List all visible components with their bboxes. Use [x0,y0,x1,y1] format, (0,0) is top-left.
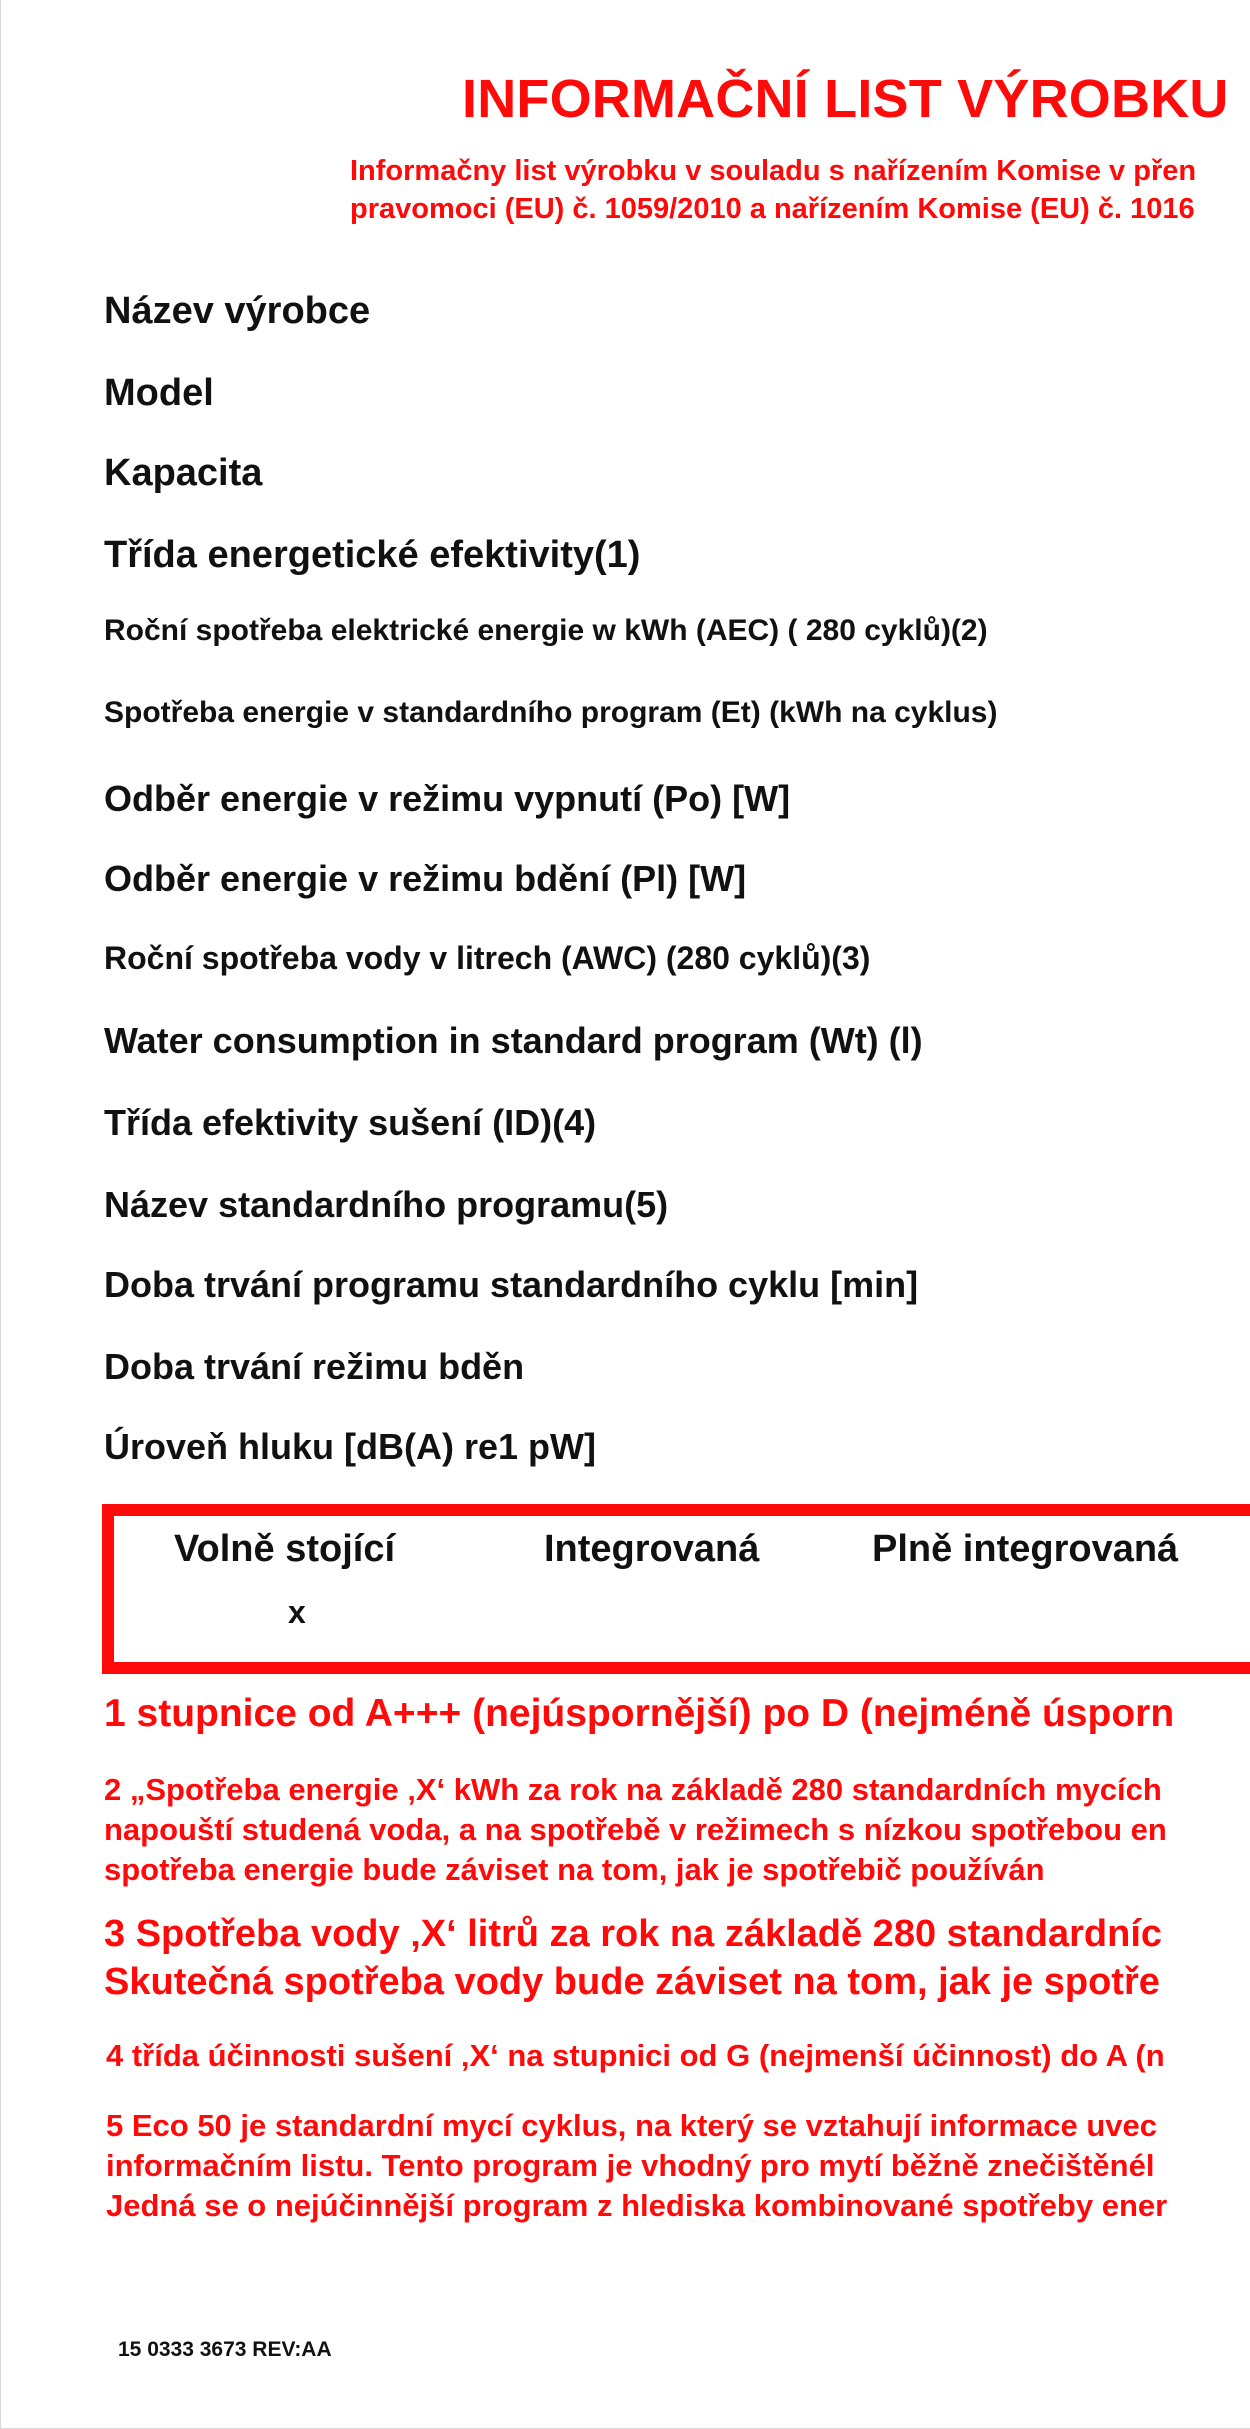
field-model: Model [104,372,214,414]
installation-selected-mark: x [288,1594,306,1630]
field-capacity: Kapacita [104,452,263,494]
note-5-line-3: Jedná se o nejúčinnější program z hlediska kombinované spotřeby ener [106,2188,1168,2223]
installation-free-standing: Volně stojící [174,1528,396,1570]
document-code: 15 0333 3673 REV:AA [118,2338,332,2361]
note-4: 4 třída účinnosti sušení ‚X‘ na stupnici od G (nejmenší účinnost) do A (n [106,2038,1165,2073]
note-2-line-1: 2 „Spotřeba energie ‚X‘ kWh za rok na základě 280 standardních mycích [104,1772,1162,1807]
field-off-mode-power: Odběr energie v režimu vypnutí (Po) [W] [104,778,791,819]
note-3-line-1: 3 Spotřeba vody ‚X‘ litrů za rok na základě 280 standardníc [104,1913,1163,1955]
field-program-duration: Doba trvání programu standardního cyklu [min] [104,1264,919,1305]
note-2 [104,1770,1167,1890]
field-standard-program-water: Water consumption in standard program (Wt) (l) [104,1020,923,1061]
note-5 [106,2106,1167,2226]
installation-fully-integrated: Plně integrovaná [872,1528,1179,1570]
field-noise-level: Úroveň hluku [dB(A) re1 pW] [104,1426,596,1467]
note-3-line-2: Skutečná spotřeba vody bude záviset na tom, jak je spotře [104,1961,1160,2003]
note-3 [104,1910,1162,2006]
field-standard-program-name: Název standardního programu(5) [104,1184,669,1225]
field-annual-energy-consumption: Roční spotřeba elektrické energie w kWh (AEC) ( 280 cyklů)(2) [104,614,988,647]
note-2-line-2: napouští studená voda, a na spotřebě v režimech s nízkou spotřebou en [104,1812,1167,1847]
note-5-line-1: 5 Eco 50 je standardní mycí cyklus, na který se vztahují informace uvec [106,2108,1158,2143]
document-title: INFORMAČNÍ LIST VÝROBKU [462,69,1229,129]
field-manufacturer-name: Název výrobce [104,290,371,332]
note-1: 1 stupnice od A+++ (nejúspornější) po D (nejméně úsporn [104,1692,1175,1735]
note-5-line-2: informačním listu. Tento program je vhodný pro mytí běžně znečištěnél [106,2148,1155,2183]
field-left-on-mode-power: Odběr energie v režimu bdění (Pl) [W] [104,858,747,899]
field-standard-program-energy: Spotřeba energie v standardního program (Et) (kWh na cyklus) [104,696,998,729]
subtitle-line-1: Informačny list výrobku v souladu s nařízením Komise v přen [350,155,1197,187]
subtitle-line-2: pravomoci (EU) č. 1059/2010 a nařízením Komise (EU) č. 1016 [350,193,1195,225]
installation-integrated: Integrovaná [544,1528,760,1570]
document-subtitle [350,152,1196,228]
field-annual-water-consumption: Roční spotřeba vody v litrech (AWC) (280 cyklů)(3) [104,940,871,976]
field-drying-efficiency-class: Třída efektivity sušení (ID)(4) [104,1102,597,1143]
note-2-line-3: spotřeba energie bude záviset na tom, jak je spotřebič používán [104,1852,1045,1887]
field-left-on-mode-duration: Doba trvání režimu bděn [104,1346,525,1387]
field-energy-efficiency-class: Třída energetické efektivity(1) [104,534,641,576]
